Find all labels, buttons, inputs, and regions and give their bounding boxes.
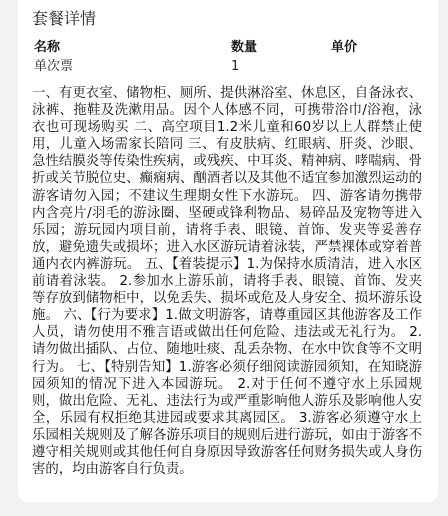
table-header bbox=[32, 38, 424, 57]
table-row bbox=[32, 57, 424, 76]
package-details-card bbox=[18, 0, 438, 502]
item-name: 单次票 bbox=[34, 59, 74, 74]
header-price: 单价 bbox=[331, 40, 358, 55]
item-quantity: 1 bbox=[231, 59, 240, 74]
section-title: 套餐详情 bbox=[32, 9, 97, 28]
header-name: 名称 bbox=[34, 40, 61, 55]
package-description: 一、有更衣室、储物柜、厕所、提供淋浴室、休息区，自备泳衣、泳裤、拖鞋及洗漱用品。因个人体感不同，可携带浴巾/浴袍，泳衣也可现场购买 二、高空项目1.2米儿童和60岁以上人群禁止使用，儿童入场需家长陪同 三、有皮肤病、红眼病、肝炎、沙眼、急性结膜炎等传染性疾病，或残疾、中耳炎、精神病、哮喘病、骨折或关节脱位史、癫痫病、酗酒者以及其他不适宜参加激烈运动的游客请勿入园；不建议生理期女性下水游玩。 四、游客请勿携带内含亮片/羽毛的游泳圈、坚硬或锋利物品、易碎品及宠物等进入乐园；游玩园内项目前，请将手表、眼镜、首饰、发夹等妥善存放，避免遗失或损坏；进入水区游玩请着泳装，严禁裸体或穿着普通内衣内裤游玩。 五、【着装提示】1.为保持水质清洁，进入水区前请着泳装。 2.参加水上游乐前，请将手表、眼镜、首饰、发夹等存放到储物柜中，以免丢失、损坏或危及人身安全、损坏游乐设施。 六、【行为要求】1.做文明游客，请尊重园区其他游客及工作人员，请勿使用不雅言语或做出任何危险、违法或无礼行为。 2.请勿做出插队、占位、随地吐痰、乱丢杂物、在水中饮食等不文明行为。 七、【特别告知】1.游客必须仔细阅读游园须知，在知晓游园须知的情况下进入本园游玩。 2.对于任何不遵守水上乐园规则，做出危险、无礼、违法行为或严重影响他人游乐及影响他人安全，乐园有权拒绝其进园或要求其离园区。 3.游客必须遵守水上乐园相关规则及了解各游乐项目的规则后进行游玩，如由于游客不遵守相关规则或其他任何自身原因导致游客任何财务损失或人身伤害的，均由游客自行负责。 bbox=[32, 86, 422, 478]
header-quantity: 数量 bbox=[231, 40, 258, 55]
